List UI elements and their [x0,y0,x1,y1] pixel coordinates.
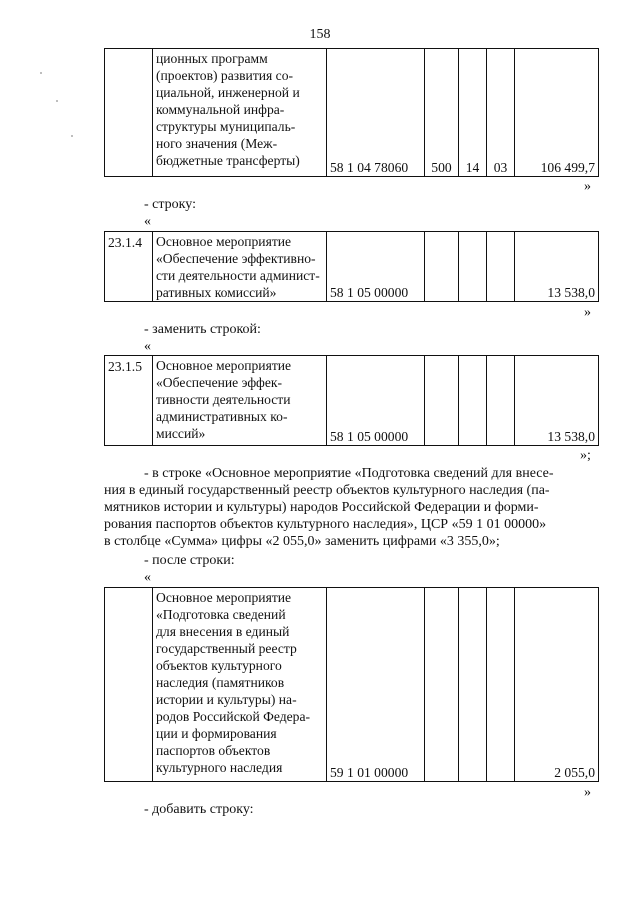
instruction-posle: - после строки: [144,553,235,568]
csr-cell: 58 1 04 78060 [327,49,425,177]
name-line: ции и формирования [156,726,277,741]
name-line: ративных комиссий» [156,285,277,300]
name-line: коммунальной инфра- [156,102,285,117]
row-number-cell: 23.1.4 [105,232,153,302]
paragraph-line: - в строке «Основное мероприятие «Подготовка сведений для внесе- [144,466,554,481]
row-name-cell [153,49,327,177]
name-line: культурного наследия [156,760,283,775]
csr-cell: 58 1 05 00000 [327,232,425,302]
budget-table-row-2 [104,231,599,302]
row-number-cell: 23.1.5 [105,356,153,446]
rz-cell [459,232,487,302]
close-quote: » [584,305,591,320]
scan-dot [56,100,58,102]
close-quote: »; [580,448,591,463]
instruction-dobavit: - добавить строку: [144,802,254,817]
close-quote: » [584,785,591,800]
pr-cell: 03 [487,49,515,177]
name-line: циальной, инженерной и [156,85,300,100]
pr-cell [487,588,515,782]
name-line: «Обеспечение эффек- [156,375,283,390]
budget-table-row-3 [104,355,599,446]
vr-cell [425,588,459,782]
instruction-stroku: - строку: [144,197,196,212]
instruction-zamenit: - заменить строкой: [144,322,261,337]
name-line: паспортов объектов [156,743,271,758]
paragraph-line: в столбце «Сумма» цифры «2 055,0» заменить цифрами «3 355,0»; [104,534,500,549]
sum-cell: 13 538,0 [515,356,599,446]
name-line: объектов культурного [156,658,282,673]
name-line: ционных программ [156,51,268,66]
budget-table-row-4 [104,587,599,782]
csr-cell: 59 1 01 00000 [327,588,425,782]
open-quote: « [144,339,151,354]
sum-cell: 106 499,7 [515,49,599,177]
scan-dot [71,135,73,137]
paragraph-line: ния в единый государственный реестр объектов культурного наследия (па- [104,483,550,498]
row-name-cell [153,356,327,446]
open-quote: « [144,214,151,229]
open-quote: « [144,570,151,585]
vr-cell: 500 [425,49,459,177]
csr-cell: 58 1 05 00000 [327,356,425,446]
row-name-cell [153,232,327,302]
name-line: наследия (памятников [156,675,285,690]
name-line: тивности деятельности [156,392,291,407]
name-line: государственный реестр [156,641,297,656]
page-number: 158 [309,27,331,42]
name-line: для внесения в единый [156,624,290,639]
name-line: миссий» [156,426,206,441]
close-quote: » [584,179,591,194]
pr-cell [487,232,515,302]
name-line: истории и культуры) на- [156,692,297,707]
rz-cell [459,356,487,446]
rz-cell: 14 [459,49,487,177]
name-line: (проектов) развития со- [156,68,294,83]
name-line: Основное мероприятие [156,358,292,373]
sum-cell: 13 538,0 [515,232,599,302]
name-line: ного значения (Меж- [156,136,278,151]
name-line: структуры муниципаль- [156,119,296,134]
name-line: сти деятельности админист- [156,268,320,283]
name-line: Основное мероприятие [156,234,292,249]
amendment-paragraph [104,465,598,550]
name-line: родов Российской Федера- [156,709,311,724]
vr-cell [425,232,459,302]
pr-cell [487,356,515,446]
name-line: «Обеспечение эффективно- [156,251,316,266]
name-line: бюджетные трансферты) [156,153,300,168]
paragraph-line: мятников истории и культуры) народов Российской Федерации и форми- [104,500,539,515]
row-name-cell [153,588,327,782]
name-line: административных ко- [156,409,288,424]
paragraph-line: рования паспортов объектов культурного наследия», ЦСР «59 1 01 00000» [104,517,547,532]
scan-dot [40,72,42,74]
name-line: «Подготовка сведений [156,607,286,622]
row-number-cell [105,588,153,782]
name-line: Основное мероприятие [156,590,292,605]
rz-cell [459,588,487,782]
row-number-cell [105,49,153,177]
vr-cell [425,356,459,446]
budget-table-row-1 [104,48,599,177]
sum-cell: 2 055,0 [515,588,599,782]
